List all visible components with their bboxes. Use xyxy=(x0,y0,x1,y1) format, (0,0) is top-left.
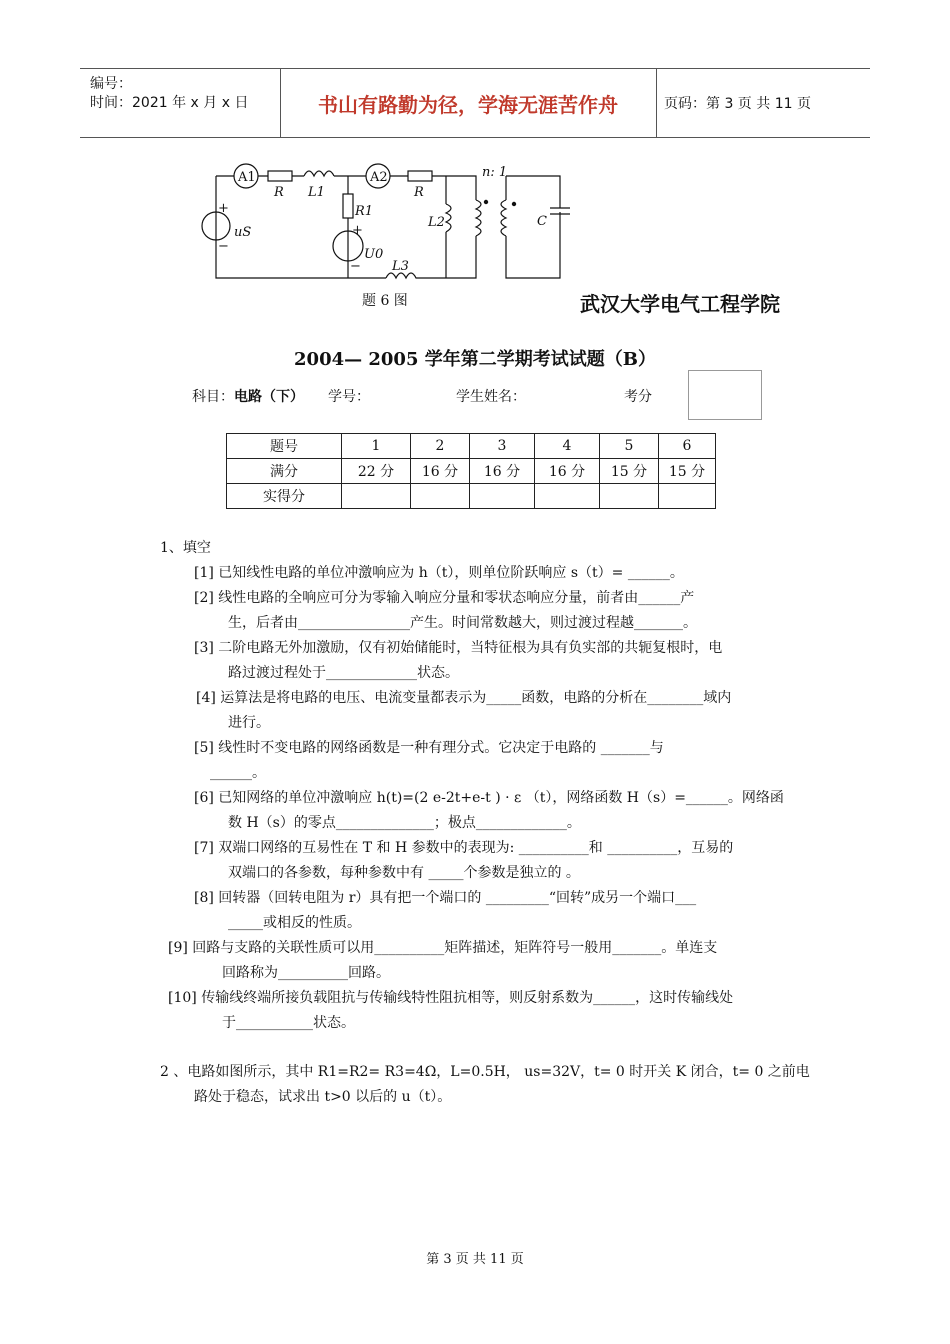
school-name: 武汉大学电气工程学院 xyxy=(580,292,780,316)
score-entry-cell[interactable] xyxy=(659,484,716,509)
table-cell: 16 分 xyxy=(411,459,470,484)
header-divider xyxy=(656,69,657,137)
label-l3: L3 xyxy=(392,259,409,274)
exam-title: 2004— 2005 学年第二学期考试试题（B） xyxy=(294,349,656,370)
question-line: ______。 xyxy=(210,765,266,781)
question-line: [6] 已知网络的单位冲激响应 h(t)=(2 e-2t+e-t ) · ε （t），网络函数 H（s）=______。网络函 xyxy=(194,790,784,806)
question-line: 进行。 xyxy=(228,715,270,731)
subject-value: 电路（下） xyxy=(234,389,304,405)
transformer-secondary-shape xyxy=(501,200,506,236)
table-cell: 实得分 xyxy=(227,484,342,509)
label-c: C xyxy=(537,214,547,229)
dot-marker xyxy=(512,202,515,205)
label-ratio: n: 1 xyxy=(482,165,508,180)
label-a2: A2 xyxy=(370,170,388,185)
table-cell: 3 xyxy=(470,434,535,459)
inductor-l2-shape xyxy=(446,204,451,232)
table-row xyxy=(227,484,716,509)
resistor-r2-shape xyxy=(408,171,432,181)
question-line: [1] 已知线性电路的单位冲激响应为 h（t），则单位阶跃响应 s（t）= ______。 xyxy=(194,565,684,581)
question-line: [3] 二阶电路无外加激励，仅有初始储能时，当特征根为具有负实部的共轭复根时，电 xyxy=(194,640,723,656)
score-entry-cell[interactable] xyxy=(600,484,659,509)
time-label: 时间：2021 年 x 月 x 日 xyxy=(90,95,249,111)
table-cell: 15 分 xyxy=(600,459,659,484)
question-line: 生，后者由________________产生。时间常数越大，则过渡过程越_______。 xyxy=(228,615,697,631)
question-line: 于___________状态。 xyxy=(222,1015,355,1031)
score-entry-cell[interactable] xyxy=(535,484,600,509)
label-us: uS xyxy=(234,225,252,240)
table-cell: 4 xyxy=(535,434,600,459)
question-line: [10] 传输线终端所接负载阻抗与传输线特性阻抗相等，则反射系数为______，这时传输线处 xyxy=(168,990,734,1006)
question-line: 数 H（s）的零点______________；极点_____________。 xyxy=(228,815,581,831)
question-line: 双端口的各参数，每种参数中有 _____个参数是独立的 。 xyxy=(228,865,580,881)
score-entry-cell[interactable] xyxy=(411,484,470,509)
inductor-l1-shape xyxy=(304,171,334,176)
table-cell: 2 xyxy=(411,434,470,459)
table-row xyxy=(227,434,716,459)
section1-heading: 1、填空 xyxy=(160,540,211,556)
question-line: [7] 双端口网络的互易性在 T 和 H 参数中的表现为: __________和 __________，互易的 xyxy=(194,840,734,856)
label-plus: + xyxy=(218,201,229,216)
table-cell: 16 分 xyxy=(535,459,600,484)
score-label: 考分 xyxy=(624,389,652,405)
dot-marker xyxy=(484,200,487,203)
label-r1: R1 xyxy=(355,204,374,219)
serial-label: 编号： xyxy=(90,76,132,92)
circuit-caption: 题 6 图 xyxy=(362,293,408,309)
score-box[interactable] xyxy=(688,370,762,420)
question-line: [5] 线性时不变电路的网络函数是一种有理分式。它决定于电路的 _______与 xyxy=(194,740,664,756)
question-line: [9] 回路与支路的关联性质可以用__________矩阵描述，矩阵符号一般用_______。单连支 xyxy=(168,940,718,956)
label-minus: − xyxy=(350,259,361,274)
student-id-label: 学号： xyxy=(328,389,370,405)
table-cell: 6 xyxy=(659,434,716,459)
label-plus: + xyxy=(352,223,363,238)
question-line: [4] 运算法是将电路的电压、电流变量都表示为_____函数，电路的分析在________域内 xyxy=(196,690,732,706)
label-a1: A1 xyxy=(238,170,256,185)
resistor-r1-shape xyxy=(343,194,353,218)
label-u0: U0 xyxy=(364,247,384,262)
question-line: 路过渡过程处于_____________状态。 xyxy=(228,665,459,681)
score-entry-cell[interactable] xyxy=(342,484,411,509)
table-cell: 5 xyxy=(600,434,659,459)
label-minus: − xyxy=(218,239,229,254)
label-l2: L2 xyxy=(428,215,445,230)
table-row xyxy=(227,459,716,484)
table-cell: 题号 xyxy=(227,434,342,459)
resistor-r-shape xyxy=(268,171,292,181)
question-line: [8] 回转器（回转电阻为 r）具有把一个端口的 _________“回转”成另一个端口___ xyxy=(194,890,697,906)
table-cell: 1 xyxy=(342,434,411,459)
header-meta xyxy=(90,75,248,113)
header-motto: 书山有路勤为径，学海无涯苦作舟 xyxy=(318,92,618,117)
section2-line: 2 、电路如图所示，其中 R1=R2= R3=4Ω，L=0.5H， us=32V，t= 0 时开关 K 闭合，t= 0 之前电 xyxy=(160,1064,810,1080)
circuit-diagram xyxy=(200,160,580,290)
table-cell: 16 分 xyxy=(470,459,535,484)
score-entry-cell[interactable] xyxy=(470,484,535,509)
question-line: 回路称为__________回路。 xyxy=(222,965,390,981)
label-r-2: R xyxy=(414,185,424,200)
label-l1: L1 xyxy=(308,185,325,200)
table-cell: 22 分 xyxy=(342,459,411,484)
question-line: [2] 线性电路的全响应可分为零输入响应分量和零状态响应分量，前者由______产 xyxy=(194,590,695,606)
table-cell: 满分 xyxy=(227,459,342,484)
question-line: _____或相反的性质。 xyxy=(228,915,361,931)
score-table xyxy=(226,433,716,509)
student-name-label: 学生姓名： xyxy=(456,389,526,405)
page-header xyxy=(80,68,870,138)
transformer-primary-shape xyxy=(476,200,481,236)
section2-line: 路处于稳态，试求出 t>0 以后的 u（t）。 xyxy=(194,1089,452,1105)
page-footer: 第 3 页 共 11 页 xyxy=(426,1252,524,1267)
header-page-label: 页码：第 3 页 共 11 页 xyxy=(664,96,811,112)
subject-label: 科目：电路（下） xyxy=(192,389,304,405)
label-r: R xyxy=(274,185,284,200)
table-cell: 15 分 xyxy=(659,459,716,484)
